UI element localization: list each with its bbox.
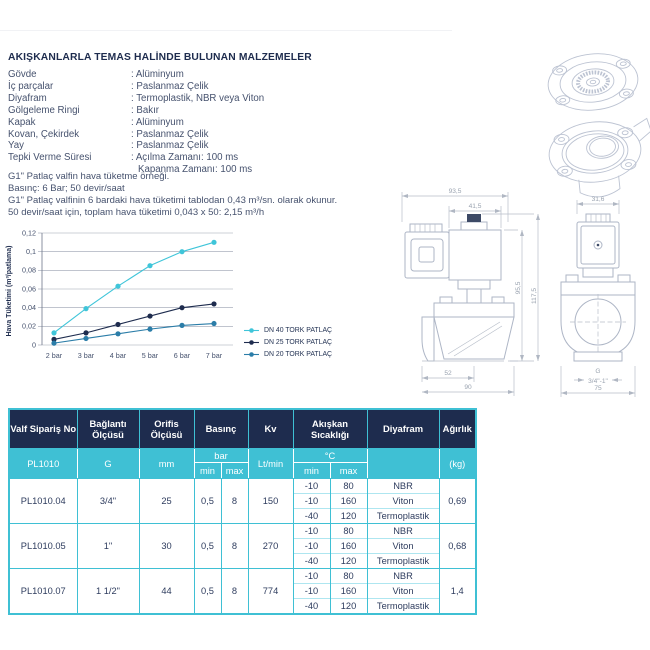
chart-series-lines	[51, 240, 216, 346]
header-kv: Kv	[248, 409, 293, 449]
material-value: : Açılma Zamanı: 100 ms Kapanma Zamanı: 100 ms	[131, 152, 253, 176]
cell-pressure-max: 8	[221, 479, 248, 524]
cell-diaphragm: NBR	[367, 479, 439, 494]
cell-temp-min: -10	[293, 584, 330, 599]
dim-width-top: 93,5	[448, 188, 462, 195]
cell-diaphragm: Termoplastik	[367, 509, 439, 524]
svg-text:0,06: 0,06	[22, 284, 36, 294]
cell-kv: 150	[248, 479, 293, 524]
note-line: G1" Patlaç valfin hava tüketme örneği.	[8, 171, 170, 182]
material-value: : Termoplastik, NBR veya Viton	[131, 92, 265, 104]
svg-text:0,12: 0,12	[22, 228, 36, 238]
material-row	[8, 140, 380, 152]
cell-temp-max: 120	[330, 509, 367, 524]
cell-weight: 0,68	[439, 524, 476, 569]
dim-port-label: G	[595, 368, 601, 375]
cell-temp-min: -10	[293, 524, 330, 539]
unit-pressure-max: max	[221, 463, 248, 479]
cell-weight: 0,69	[439, 479, 476, 524]
material-value: : Alüminyum	[131, 116, 184, 128]
header-pressure: Basınç	[194, 409, 248, 449]
series-point	[147, 263, 152, 268]
unit-pressure: bar	[194, 449, 248, 463]
material-row	[8, 129, 380, 141]
cell-diaphragm: Termoplastik	[367, 599, 439, 615]
material-row	[8, 81, 380, 93]
diaphragm-cover-iso	[545, 49, 640, 114]
series-point	[211, 301, 216, 306]
series-point	[211, 321, 216, 326]
dim-front-width-total: 75	[594, 385, 602, 392]
material-row	[8, 69, 380, 81]
cell-temp-min: -10	[293, 494, 330, 509]
cell-temp-min: -40	[293, 599, 330, 615]
legend-item	[244, 348, 332, 360]
series-point	[179, 249, 184, 254]
valve-body-iso	[546, 116, 650, 200]
cell-pressure-max: 8	[221, 524, 248, 569]
series-line	[54, 304, 214, 339]
side-view-valve	[405, 214, 514, 361]
cell-temp-max: 80	[330, 524, 367, 539]
cell-temp-max: 160	[330, 494, 367, 509]
cell-temp-min: -10	[293, 569, 330, 584]
series-point	[115, 331, 120, 336]
note-line: Basınç: 6 Bar; 50 devir/saat	[8, 183, 125, 194]
front-view-valve	[561, 214, 635, 361]
side-view-drawing	[388, 184, 550, 399]
material-value: : Paslanmaz Çelik	[131, 128, 209, 140]
cell-temp-max: 120	[330, 554, 367, 569]
cell-diaphragm: NBR	[367, 569, 439, 584]
series-point	[83, 336, 88, 341]
material-value: : Bakır	[131, 104, 159, 116]
svg-text:3 bar: 3 bar	[77, 351, 95, 360]
cell-temp-max: 80	[330, 479, 367, 494]
material-label: Kovan, Çekirdek	[8, 128, 80, 140]
cell-pressure-min: 0,5	[194, 479, 221, 524]
table-unit-row	[9, 449, 476, 463]
dim-base-total: 90	[464, 384, 472, 391]
header-weight: Ağırlık	[439, 409, 476, 449]
page-divider	[0, 30, 452, 31]
table-body	[9, 479, 476, 615]
dim-front-width-top: 31,6	[591, 196, 605, 203]
series-point	[51, 330, 56, 335]
material-row	[8, 105, 380, 117]
table-header-row	[9, 409, 476, 449]
legend-marker-icon	[244, 339, 261, 346]
legend-label: DN 20 TORK PATLAÇ	[264, 350, 333, 358]
header-order-no: Valf Sipariş No	[9, 409, 77, 449]
material-value: : Paslanmaz Çelik	[131, 140, 209, 152]
svg-text:0,08: 0,08	[22, 265, 36, 275]
table-row	[9, 569, 476, 584]
svg-text:4 bar: 4 bar	[109, 351, 127, 360]
svg-text:2 bar: 2 bar	[45, 351, 63, 360]
dim-height-total: 117,5	[531, 287, 538, 305]
legend-label: DN 40 TORK PATLAÇ	[264, 326, 333, 334]
legend-item	[244, 336, 332, 348]
cell-orifice: 25	[139, 479, 194, 524]
unit-pressure-min: min	[194, 463, 221, 479]
series-point	[179, 305, 184, 310]
cell-orifice: 30	[139, 524, 194, 569]
svg-text:5 bar: 5 bar	[141, 351, 159, 360]
note-line: G1" Patlaç valfinin 6 bardaki hava tüketimi tablodan 0,43 m³/sn. olarak okunur.	[8, 195, 338, 206]
material-label: Gölgeleme Ringi	[8, 104, 80, 116]
cell-diaphragm: Viton	[367, 494, 439, 509]
chart-x-tick-labels	[46, 351, 223, 360]
cell-kv: 774	[248, 569, 293, 615]
material-label: Diyafram	[8, 92, 47, 104]
cell-orifice: 44	[139, 569, 194, 615]
legend-item	[244, 324, 332, 336]
cell-diaphragm: Termoplastik	[367, 554, 439, 569]
cell-temp-min: -40	[293, 509, 330, 524]
header-diaphragm: Diyafram	[367, 409, 439, 449]
legend-marker-icon	[244, 351, 261, 358]
cell-pressure-min: 0,5	[194, 524, 221, 569]
dim-height-inner: 95,5	[515, 281, 522, 295]
air-consumption-note	[8, 171, 398, 219]
cell-temp-max: 160	[330, 539, 367, 554]
cell-temp-min: -10	[293, 539, 330, 554]
series-point	[147, 327, 152, 332]
unit-temp-max: max	[330, 463, 367, 479]
svg-text:6 bar: 6 bar	[173, 351, 191, 360]
cell-order-no: PL1010.07	[9, 569, 77, 615]
series-point	[147, 313, 152, 318]
cell-diaphragm: NBR	[367, 524, 439, 539]
cell-diaphragm: Viton	[367, 584, 439, 599]
unit-series: PL1010	[9, 449, 77, 479]
cell-pressure-max: 8	[221, 569, 248, 615]
dim-base-inner: 52	[444, 370, 452, 377]
chart-y-tick-labels	[22, 228, 36, 349]
svg-text:0,04: 0,04	[22, 303, 36, 313]
cell-temp-max: 80	[330, 569, 367, 584]
material-label: İç parçalar	[8, 80, 54, 92]
table-row	[9, 479, 476, 494]
cell-order-no: PL1010.04	[9, 479, 77, 524]
table-row	[9, 524, 476, 539]
unit-temp-min: min	[293, 463, 330, 479]
series-line	[54, 242, 214, 333]
cell-diaphragm: Viton	[367, 539, 439, 554]
series-point	[179, 323, 184, 328]
cell-temp-min: -10	[293, 479, 330, 494]
material-label: Yay	[8, 140, 24, 152]
unit-diaphragm	[367, 449, 439, 479]
svg-text:7 bar: 7 bar	[205, 351, 223, 360]
material-label: Tepki Verme Süresi	[8, 152, 92, 164]
header-fluid-temp: Akışkan Sıcaklığı	[293, 409, 367, 449]
front-view-drawing	[546, 194, 650, 398]
legend-label: DN 25 TORK PATLAÇ	[264, 338, 333, 346]
unit-connection: G	[77, 449, 139, 479]
svg-text:0: 0	[32, 340, 36, 350]
note-line: 50 devir/saat için, toplam hava tüketimi 0,043 x 50: 2,15 m³/h	[8, 207, 265, 218]
unit-kv: Lt/min	[248, 449, 293, 479]
series-point	[51, 341, 56, 346]
cell-connection: 3/4"	[77, 479, 139, 524]
chart-y-axis-title: Hava Tüketimi (m³/patlama)	[6, 245, 13, 337]
chart-legend	[244, 324, 332, 360]
material-label: Gövde	[8, 69, 37, 80]
header-connection: Bağlantı Ölçüsü	[77, 409, 139, 449]
svg-text:0,1: 0,1	[26, 247, 36, 257]
materials-title: AKIŞKANLARLA TEMAS HALİNDE BULUNAN MALZEMELER	[8, 52, 312, 63]
dim-width-inner: 41,5	[468, 203, 482, 210]
materials-section	[8, 52, 380, 176]
cell-weight: 1,4	[439, 569, 476, 615]
cell-order-no: PL1010.05	[9, 524, 77, 569]
cell-connection: 1 1/2"	[77, 569, 139, 615]
series-point	[115, 284, 120, 289]
isometric-diaphragm-drawing	[532, 36, 650, 200]
unit-orifice: mm	[139, 449, 194, 479]
cell-temp-min: -40	[293, 554, 330, 569]
chart-gridlines	[38, 233, 233, 345]
cell-kv: 270	[248, 524, 293, 569]
unit-weight: (kg)	[439, 449, 476, 479]
cell-connection: 1"	[77, 524, 139, 569]
cell-temp-max: 160	[330, 584, 367, 599]
cell-temp-max: 120	[330, 599, 367, 615]
valve-spec-table	[8, 408, 477, 615]
series-point	[83, 330, 88, 335]
material-value: : Paslanmaz Çelik	[131, 80, 209, 92]
material-value: : Alüminyum	[131, 69, 184, 80]
unit-temp: °C	[293, 449, 367, 463]
series-point	[83, 306, 88, 311]
header-orifice: Orifis Ölçüsü	[139, 409, 194, 449]
material-row	[8, 117, 380, 129]
material-row	[8, 93, 380, 105]
material-label: Kapak	[8, 116, 36, 128]
materials-list	[8, 69, 380, 176]
legend-marker-icon	[244, 327, 261, 334]
series-point	[211, 240, 216, 245]
series-point	[115, 322, 120, 327]
svg-text:0,02: 0,02	[22, 321, 36, 331]
cell-pressure-min: 0,5	[194, 569, 221, 615]
dim-thread-label: 3/4"-1"	[588, 378, 608, 385]
